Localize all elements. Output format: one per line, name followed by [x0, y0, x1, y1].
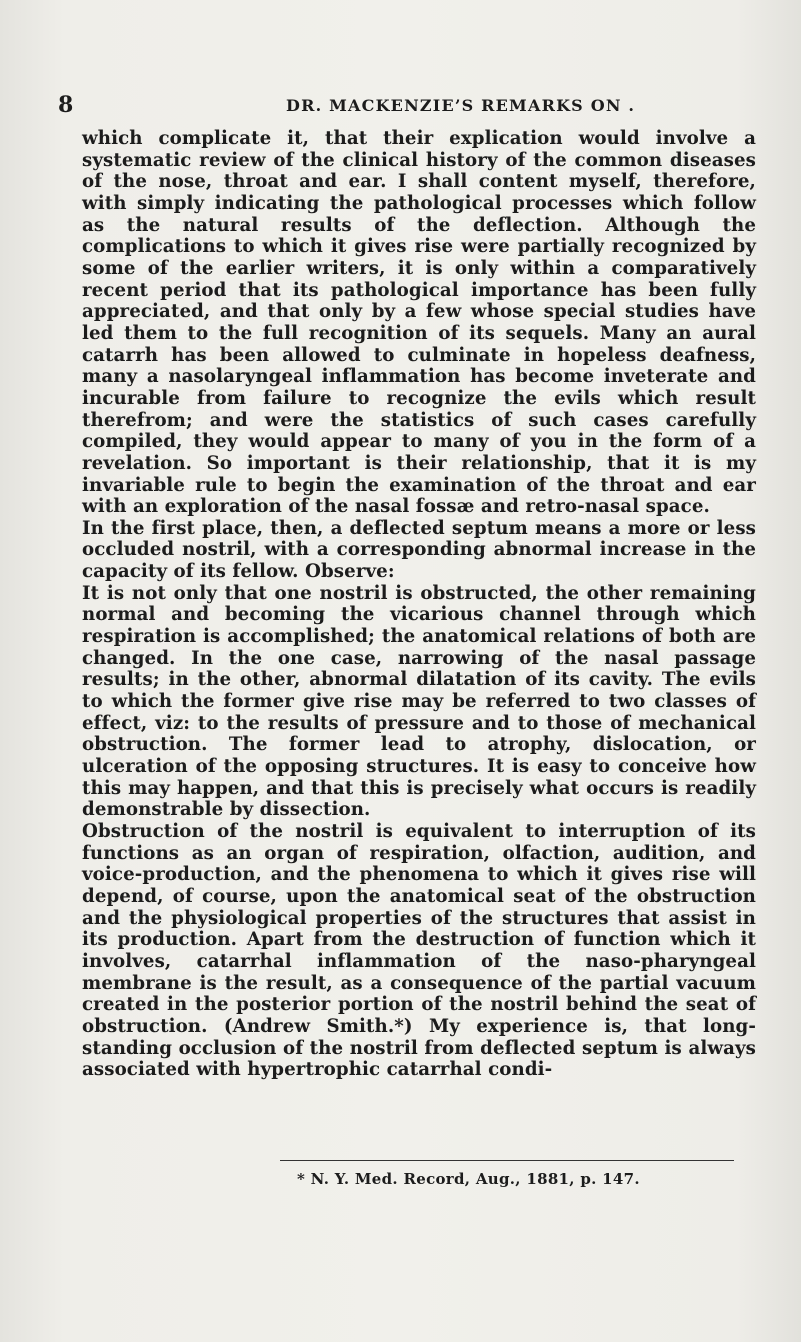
footnote-divider: [280, 1160, 734, 1161]
body-text: [82, 128, 756, 1081]
page-number: 8: [58, 92, 74, 118]
footnote: * N. Y. Med. Record, Aug., 1881, p. 147.: [297, 1170, 640, 1188]
paragraph-4: Obstruction of the nostril is equivalent to interruption of its functions as an organ of respiration, olfaction, audition, and voice-production, and the phenomena to which it gives rise will depend, of course, upon the anatomical seat of the obstruction and the physiological properties of the structures that assist in its production. Apart from the destruction of function which it involves, catarrhal inflammation of the naso-pharyngeal membrane is the result, as a consequence of the partial vacuum created in the posterior portion of the nostril behind the seat of obstruction. (Andrew Smith.*) My experience is, that long-standing occlusion of the nostril from deflected septum is always associated with hypertrophic catarrhal condi-: [82, 821, 756, 1081]
paragraph-2: In the first place, then, a deflected septum means a more or less occluded nostril, with a corresponding abnormal increase in the capacity of its fellow. Observe:: [82, 517, 756, 583]
paragraph-1: which complicate it, that their explication would involve a systematic review of the clinical history of the common diseases of the nose, throat and ear. I shall content myself, therefore, with simply indicating the pathological processes which follow as the natural results of the deflection. Although the complications to which it gives rise were partially recognized by some of the earlier writers, it is only within a comparatively recent period that its pathological importance has been fully appreciated, and that only by a few whose special studies have led them to the full recognition of its sequels. Many an aural catarrh has been allowed to culminate in hopeless deafness, many a nasolaryngeal inflammation has become inveterate and incurable from failure to recognize the evils which result therefrom; and were the statistics of such cases carefully compiled, they would appear to many of you in the form of a revelation. So important is their relationship, that it is my invariable rule to begin the examination of the throat and ear with an exploration of the nasal fossæ and retro-nasal space.: [82, 128, 756, 518]
paragraph-3: It is not only that one nostril is obstructed, the other remaining normal and becoming the vicarious channel through which respiration is accomplished; the anatomical relations of both are changed. In the one case, narrowing of the nasal passage results; in the other, abnormal dilatation of its cavity. The evils to which the former give rise may be referred to two classes of effect, viz: to the results of pressure and to those of mechanical obstruction. The former lead to atrophy, dislocation, or ulceration of the opposing structures. It is easy to conceive how this may happen, and that this is precisely what occurs is readily demonstrable by dissection.: [82, 582, 756, 821]
running-head: DR. MACKENZIE’S REMARKS ON .: [286, 96, 636, 115]
